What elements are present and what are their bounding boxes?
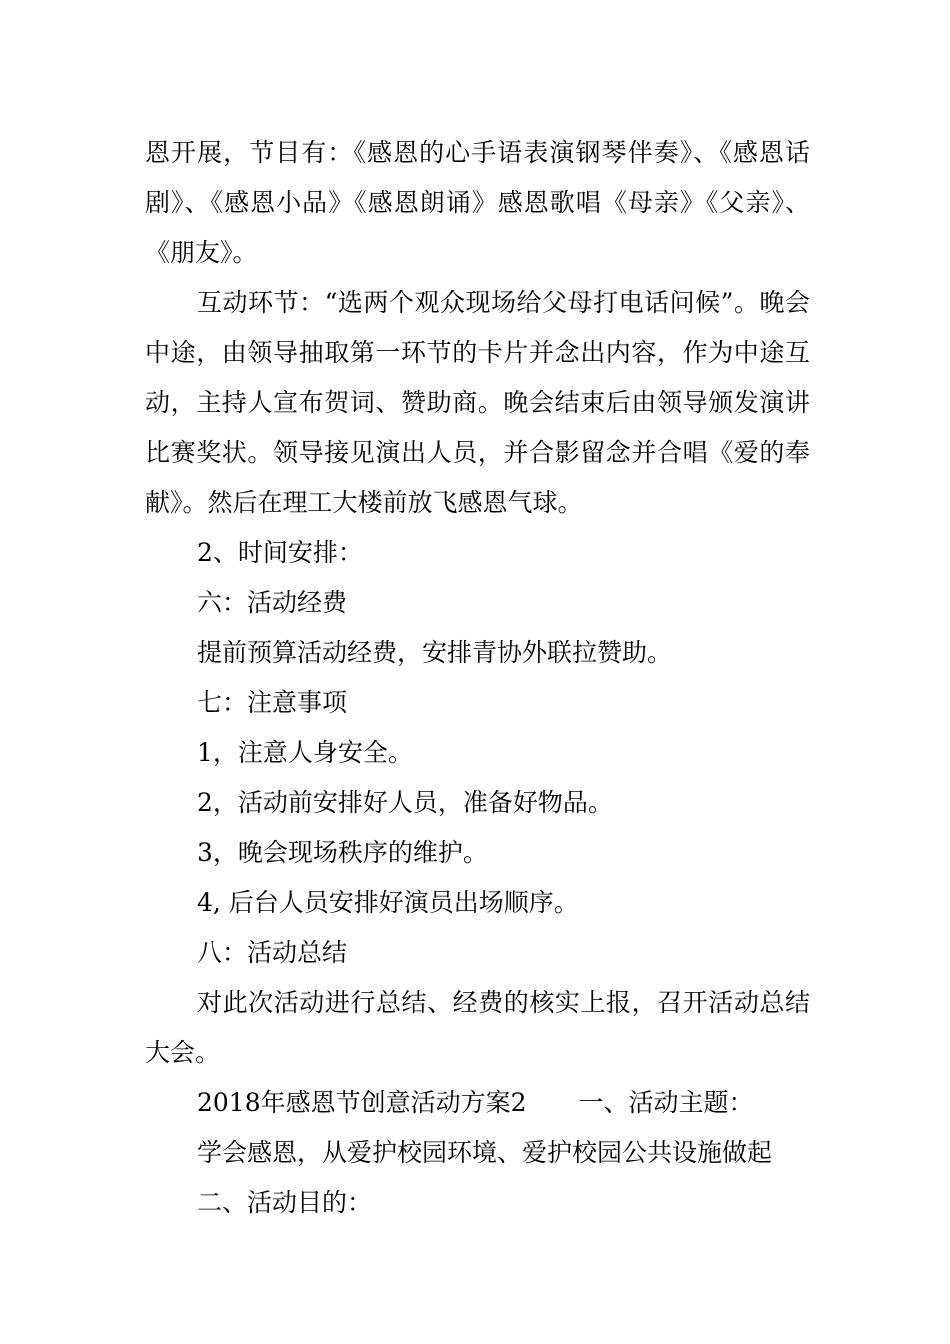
section-subheading-theme: 一、活动主题： bbox=[578, 1088, 754, 1117]
heading-notes: 七：注意事项 bbox=[197, 688, 348, 717]
item-schedule: 2、时间安排： bbox=[197, 538, 363, 567]
paragraph-programs: 恩开展，节目有：《感恩的心手语表演钢琴伴奏》、《感恩话剧》、《感恩小品》《感恩朗诵》感恩歌唱《母亲》《父亲》、《朋友》。 bbox=[145, 138, 810, 267]
paragraph-theme: 学会感恩，从爱护校园环境、爱护校园公共设施做起 bbox=[197, 1138, 773, 1167]
note-item-3: 3，晚会现场秩序的维护。 bbox=[197, 838, 488, 867]
note-item-2: 2，活动前安排好人员，准备好物品。 bbox=[197, 788, 613, 817]
heading-funding: 六：活动经费 bbox=[197, 588, 348, 617]
note-item-4: 4, 后台人员安排好演员出场顺序。 bbox=[197, 888, 579, 917]
section-title: 2018年感恩节创意活动方案2 bbox=[197, 1088, 527, 1117]
section-title-line bbox=[145, 1078, 810, 1128]
heading-summary: 八：活动总结 bbox=[197, 938, 348, 967]
paragraph-funding: 提前预算活动经费，安排青协外联拉赞助。 bbox=[197, 638, 673, 667]
note-item-1: 1，注意人身安全。 bbox=[197, 738, 413, 767]
heading-purpose: 二、活动目的： bbox=[197, 1188, 373, 1217]
paragraph-interaction: 互动环节：“选两个观众现场给父母打电话问候”。晚会中途，由领导抽取第一环节的卡片并念出内容，作为中途互动，主持人宣布贺词、赞助商。晚会结束后由领导颁发演讲比赛奖状。领导接见演出人员，并合影留念并合唱《爱的奉献》。然后在理工大楼前放飞感恩气球。 bbox=[145, 288, 810, 517]
document-body bbox=[145, 128, 810, 1228]
paragraph-summary: 对此次活动进行总结、经费的核实上报，召开活动总结大会。 bbox=[145, 988, 810, 1067]
